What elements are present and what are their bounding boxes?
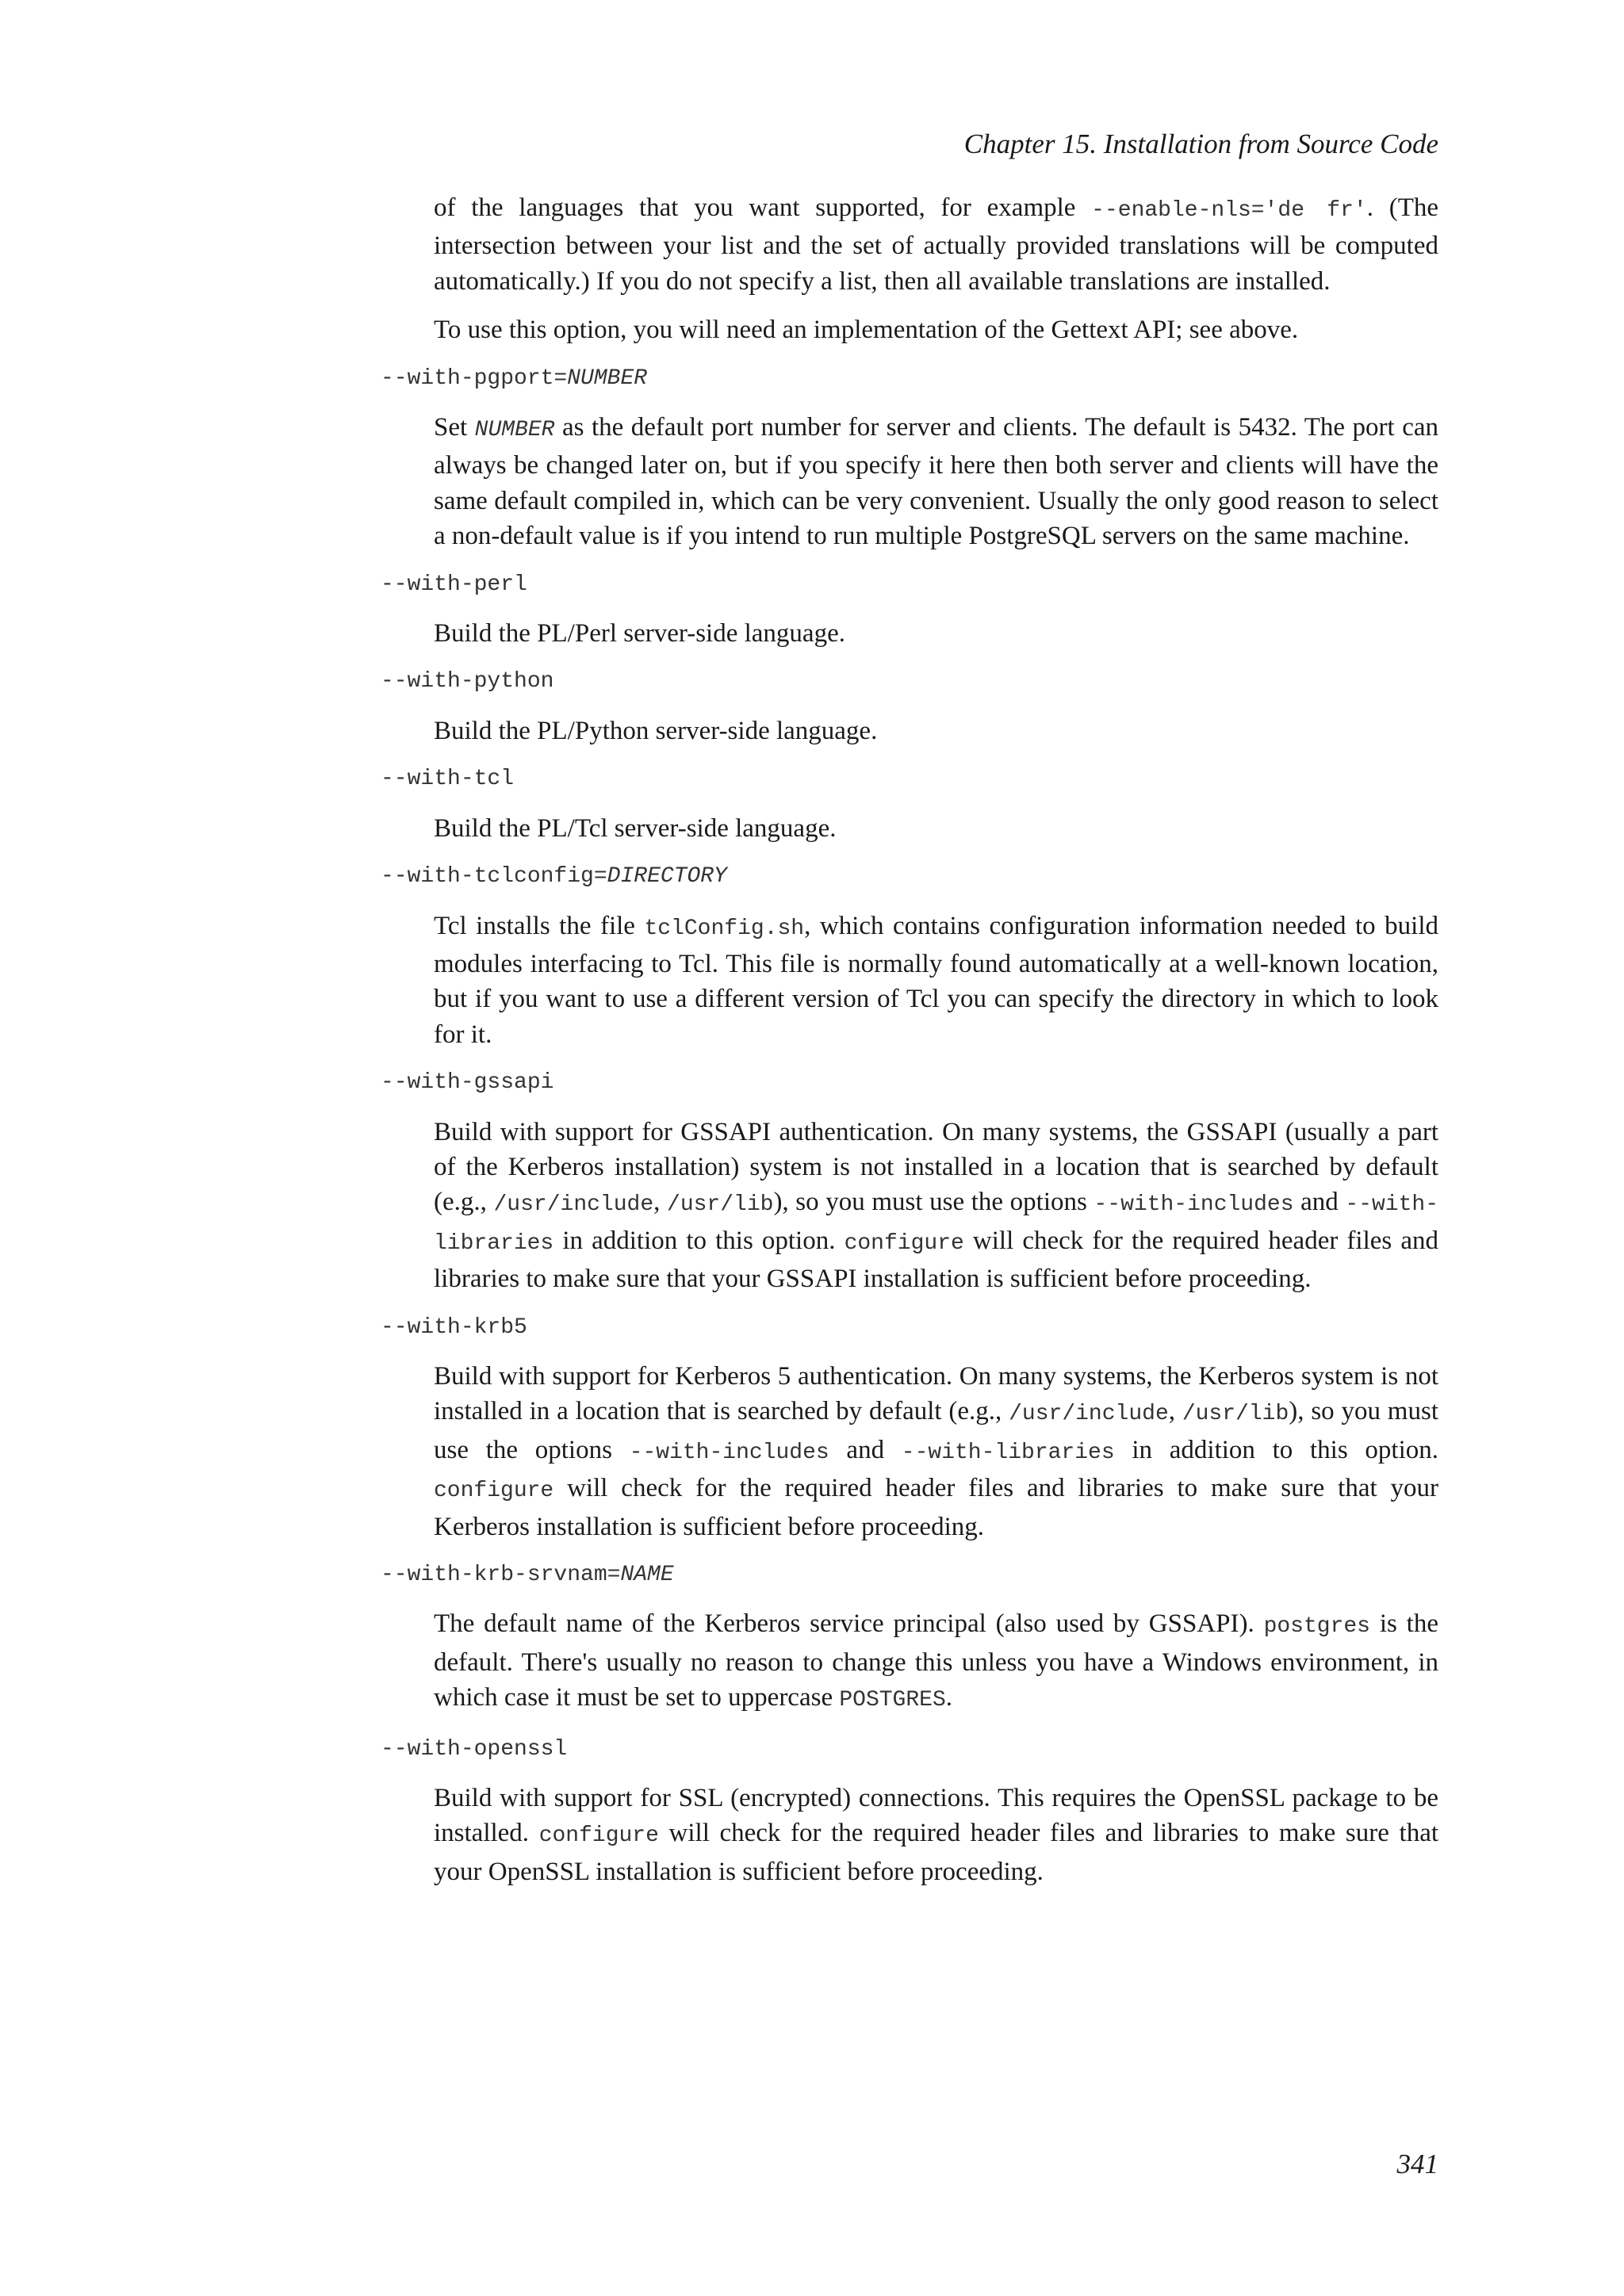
text-run: , which contains configuration information needed to build modules interfacing to Tcl. This file is normally found automatically at a well-known location, but if you want to use a different version of Tcl you can specify the directory in which to look for it. [434, 911, 1438, 1049]
pgport-description [434, 410, 1438, 554]
code-run: --with-libraries [434, 1192, 1439, 1256]
code-run: tclConfig.sh [644, 916, 805, 941]
option-with-krb-srvnam [381, 1558, 1438, 1593]
krb-srvnam-description [434, 1606, 1438, 1718]
option-with-perl [381, 568, 1438, 603]
code-run: --with-pgport= [381, 365, 568, 391]
text-run: . (The intersection between your list and the set of actually provided translations will be computed automatically.) If you do not specify a list, then all available translations are installed. [434, 193, 1438, 296]
text-run: To use this option, you will need an implementation of the Gettext API; see above. [434, 316, 1299, 345]
code-placeholder: NAME [620, 1563, 674, 1587]
text-run: Build the PL/Perl server-side language. [434, 619, 845, 649]
text-run: Build with support for Kerberos 5 authentication. On many systems, the Kerberos system is not installed in a location that is searched by default (e.g., [434, 1361, 1438, 1426]
text-run: and [1293, 1188, 1346, 1217]
option-with-gssapi [381, 1066, 1438, 1100]
krb5-description [434, 1359, 1438, 1544]
text-run: in addition to this option. [1114, 1435, 1438, 1464]
option-with-openssl [381, 1732, 1438, 1767]
code-run: --with-perl [381, 572, 527, 597]
text-run: in addition to this option. [553, 1226, 845, 1255]
code-run: --with-gssapi [381, 1070, 554, 1096]
code-run: /usr/include [493, 1192, 654, 1218]
code-run: --with-krb5 [381, 1314, 527, 1340]
page-content [381, 190, 1438, 1903]
text-run: will check for the required header files and libraries to make sure that your Kerberos installation is sufficient before proceeding. [434, 1474, 1438, 1541]
gettext-note-para [434, 312, 1438, 347]
openssl-description [434, 1781, 1438, 1889]
tclconfig-description [434, 909, 1438, 1053]
python-description [434, 714, 1438, 748]
text-run: , [1168, 1397, 1182, 1426]
text-run: The default name of the Kerberos service principal (also used by GSSAPI). [434, 1609, 1264, 1639]
code-run: configure [844, 1230, 964, 1256]
code-placeholder: DIRECTORY [607, 864, 727, 890]
nls-continuation-para [434, 190, 1438, 299]
text-run: ), so you must use the options [773, 1188, 1094, 1217]
code-run: --with-krb-srvnam= [381, 1563, 621, 1587]
code-run: /usr/include [1009, 1402, 1169, 1427]
code-run: --with-tcl [381, 767, 515, 792]
page-number: 341 [1396, 2149, 1438, 2179]
text-run: Set [434, 413, 475, 442]
code-run: postgres [1263, 1614, 1370, 1640]
text-run: , [653, 1188, 668, 1217]
code-run: configure [538, 1823, 659, 1849]
gssapi-description [434, 1115, 1438, 1297]
text-run: will check for the required header files and libraries to make sure that your OpenSSL installation is sufficient before proceeding. [434, 1819, 1439, 1886]
text-run: ), so you must use the options [434, 1397, 1438, 1464]
code-run: --with-includes [1094, 1192, 1294, 1218]
text-run: and [829, 1435, 902, 1464]
perl-description [434, 616, 1438, 651]
option-with-pgport [381, 362, 1438, 396]
code-run: POSTGRES [839, 1688, 946, 1713]
text-run: is the default. There's usually no reason to change this unless you have a Windows environment, in which case it must be set to uppercase [434, 1609, 1438, 1712]
code-run: --with-libraries [901, 1440, 1115, 1465]
code-run: /usr/lib [667, 1192, 774, 1218]
text-run: Build with support for SSL (encrypted) connections. This requires the OpenSSL package to be installed. [434, 1784, 1438, 1848]
option-with-krb5 [381, 1311, 1438, 1345]
code-placeholder: NUMBER [567, 365, 648, 391]
code-run: --with-tclconfig= [381, 864, 607, 890]
code-placeholder: NUMBER [474, 418, 555, 443]
text-run: . [945, 1683, 953, 1712]
text-run: Build with support for GSSAPI authentication. On many systems, the GSSAPI (usually a part of the Kerberos installation) system is not installed in a location that is searched by default (e.g., [434, 1117, 1438, 1217]
code-run: --with-openssl [381, 1736, 568, 1762]
text-run: will check for the required header files and libraries to make sure that your GSSAPI installation is sufficient before proceeding. [434, 1226, 1438, 1294]
text-run: Build the PL/Tcl server-side language. [434, 813, 837, 843]
option-with-tclconfig [381, 859, 1438, 894]
code-run: --with-includes [629, 1440, 829, 1465]
tcl-description [434, 811, 1438, 846]
option-with-python [381, 664, 1438, 699]
code-run: --with-python [381, 669, 554, 695]
chapter-header: Chapter 15. Installation from Source Code [963, 128, 1438, 159]
text-run: of the languages that you want supported, for example [434, 193, 1092, 222]
option-with-tcl [381, 762, 1438, 797]
code-run: /usr/lib [1182, 1402, 1289, 1427]
text-run: as the default port number for server and clients. The default is 5432. The port can always be changed later on, but if you specify it here then both server and clients will have the same default compiled in, which can be very convenient. Usually the only good reason to select a non-default value is if you intend to run multiple PostgreSQL servers on the same machine. [434, 413, 1438, 551]
code-run: --enable-nls='de fr' [1091, 198, 1367, 223]
text-run: Tcl installs the file [434, 911, 645, 940]
code-run: configure [434, 1479, 554, 1504]
text-run: Build the PL/Python server-side language. [434, 716, 878, 745]
